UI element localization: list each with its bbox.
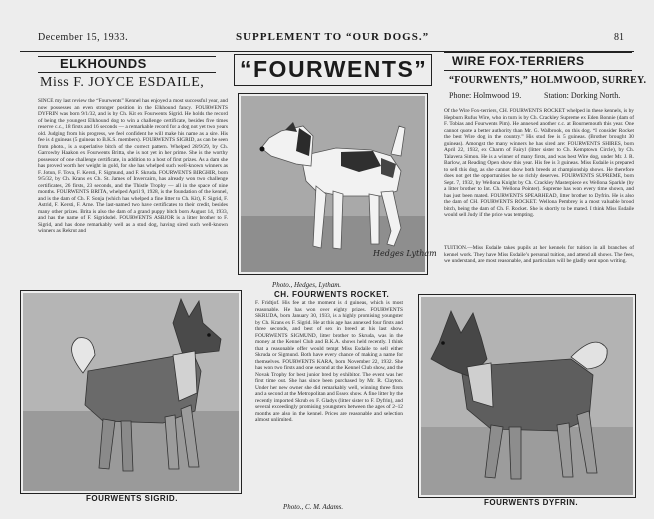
sigrid-caption: FOURWENTS SIGRID. (86, 494, 178, 503)
kennel-phone: Phone: Holmwood 19. (449, 91, 522, 100)
fox-terrier-article (444, 108, 634, 241)
adams-photo-credit: Photo., C. M. Adams. (283, 503, 344, 511)
dyfrin-photo (421, 297, 633, 495)
sigrid-photo (23, 293, 239, 491)
elkhounds-article-continued (255, 300, 403, 498)
photographer-signature: Hedges Lytham (373, 249, 437, 258)
elkhounds-heading: ELKHOUNDS (60, 56, 147, 71)
fox-terrier-illustration (241, 96, 437, 272)
elkhounds-article-continued-text: F. Fridtjof. His fee at the moment is 4 guineas, which is most reasonable. He has won over eighty prizes. FOURWENTS SKRUDA, born January 30, 1933, is a highly promising youngster by Ch. Krans ex F. Sigrid. He at this age has annexed four firsts and three seconds, and best of sex in breed at his last show. FOURWENTS SIGMUND, litter brother to Skruda, was in the money at the Kennel Club and B.K.A. shows held recently. I think that a reasonable offer would tempt Miss Esdaile to sell either Skruda or Sigmund. Both have every chance of making a name for themselves. FOURWENTS KARA, born November 22, 1932. She has won two firsts and one second at the Kennel Club show, and the Novak Trophy for best junior bred by exhibitor. The event was her first time out. She has since been purchased by Mr. R. Clayton. Under her new owner she did remarkably well, winning three firsts and a second at the Metropolitan and Essex show. A fine litter by the recently imported Skrub ex F. Gladys (litter sister to F. Dyfrin), and several exceedingly promising youngsters between the ages of 2–12 months are also in the kennel. Prices are reasonable and selection almost unlimited. (255, 300, 403, 423)
page-number: 81 (614, 32, 624, 43)
left-heading-rule-bottom (38, 72, 216, 73)
issue-date: December 15, 1933. (38, 32, 129, 43)
rocket-photo (241, 96, 437, 272)
fourwents-title: “FOURWENTS” (240, 56, 428, 82)
fox-terrier-article-text: Of the Wire Fox-terriers, CH. FOURWENTS ROCKET whelped in these kennels, is by Hepburn Rufus Wire, who in turn is by Ch. Crackley Supreme ex Eden Bonnie (dam of F. Tobias and Fourwents Pim). He annexed another c.c. at Bournemouth this year. One cannot quote a better authority than Mr. G. Walbrook, on this dog. “I consider Rocket the best Wire dog in the country.” His stud fee is 5 guineas. (Brother brought 30 guineas). Amongst the many winners he has sired are: FOURWENTS SHIRES, born April 22, 1932, ex Charm of Fairyl (litter sister to Ch. Kemptown Circle), by Ch. Talavera Simon. He is a winner of many firsts, and was best Wire dog, under Mr. J. R. Barlow, at Reading Open show this year. His fee is 3 guineas. Miss Esdaile is prepared to sell this dog, as she cannot show both breeds at championship shows. He therefore does not get the opportunities he so richly deserves. FOURWENTS SUPREME, born Sept. 7, 1932, by Wellona Knight by Ch. Crackley Masterpiece ex Wellona Sparkle (by a litter brother to Int. Ch. Wellona Pointer). Supreme has won every time shown, and has just been mated. FOURWENTS SPEARHEAD, litter brother to Dyfrin. He is also the dam of CH. FOURWENTS ROCKET. Wellona Pembrey is a most valuable brood bitch, being the dam of Ch. F. Rocket. She is shortly to be mated. I think Miss Esdaile would sell Judy if the price was tempting. (444, 108, 634, 218)
rocket-photo-credit: Photo., Hedges, Lytham. (272, 281, 342, 289)
right-heading-rule-bottom (444, 70, 632, 71)
elkhounds-article (38, 98, 228, 288)
kennel-address: “FOURWENTS,” HOLMWOOD, SURREY. (449, 75, 647, 86)
tuition-notice (444, 245, 634, 275)
elkhounds-article-text: SINCE my last review the “Fourwents” Kennel has enjoyed a most successful year, and now possesses an even stronger position in the Elkhound fancy. FOURWENTS DYFRIN was born 9/1/32, and is by Ch. Kit ex Fourwents Sigrid. He holds the record of being the youngest Elkhound dog to win a challenge certificate, besides five times reserve c.c., 18 firsts and 16 seconds — a remarkable record for a dog not yet two years old. Judging from his progress, we feel confident he will make his name as a sire. His fee is 4 guineas (5 guineas to B.K.S. members). FOURWENTS SIGRID, as can be seen from photo., is a superlative bitch of the correct pattern. Whelped 28/9/29, by Ch. Garrowby Haakon ex Fourwents Britta, she is not yet in her prime. She is the worthy possessor of one challenge certificate, in addition to a host of first prizes. As a dam she has proved worth her weight in gold, for she has whelped such well-known winners as F. Jotun, F. Tova, F. Kersti, F. Sigmund, and F. Skruda. FOURWENTS BIRGHIR, born 9/5/32, by Ch. Krans ex Ch. St. James of Invercairn, has already won two challenge certificates, 26 firsts, 23 seconds, and the Thistle Trophy — all in the space of nine months. FOURWENTS BRITA, whelped April 9, 1928, is the foundation of the kennel, and is the dam of Ch. F. Sonja (which has whelped a fine litter to Ch. Kit), F. Sigrid, F. Astrid, F. Kersti, F. Arne. The last-named two have certificates to their credit, besides many other prizes. Brita is also the dam of a grand puppy bitch born August 14, 1933, and has the name of F. Sigridsdel. FOURWENTS ASBJOR is a litter brother to F. Sigrid, and has done remarkably well as a stud dog, having sired such well-known winners as Rekrut and (38, 98, 228, 234)
elkhound-sigrid-illustration (23, 293, 239, 491)
wire-fox-terriers-heading: WIRE FOX-TERRIERS (452, 54, 585, 68)
elkhound-dyfrin-illustration (421, 297, 633, 495)
owner-byline: Miss F. JOYCE ESDAILE, (40, 75, 205, 90)
rocket-caption: CH. FOURWENTS ROCKET. (274, 290, 390, 299)
kennel-station: Station: Dorking North. (544, 91, 621, 100)
right-heading-rule-top (444, 52, 632, 53)
dyfrin-caption: FOURWENTS DYFRIN. (484, 498, 579, 507)
supplement-title: SUPPLEMENT TO “OUR DOGS.” (236, 31, 430, 43)
running-header (0, 28, 654, 52)
tuition-notice-text: TUITION.—Miss Esdaile takes pupils at her kennels for tuition in all branches of kennel work. They have Miss Esdaile’s personal tuition, and attend all shows. The fees, we understand, are most reasonable, and particulars will be gladly sent upon writing. (444, 245, 634, 264)
